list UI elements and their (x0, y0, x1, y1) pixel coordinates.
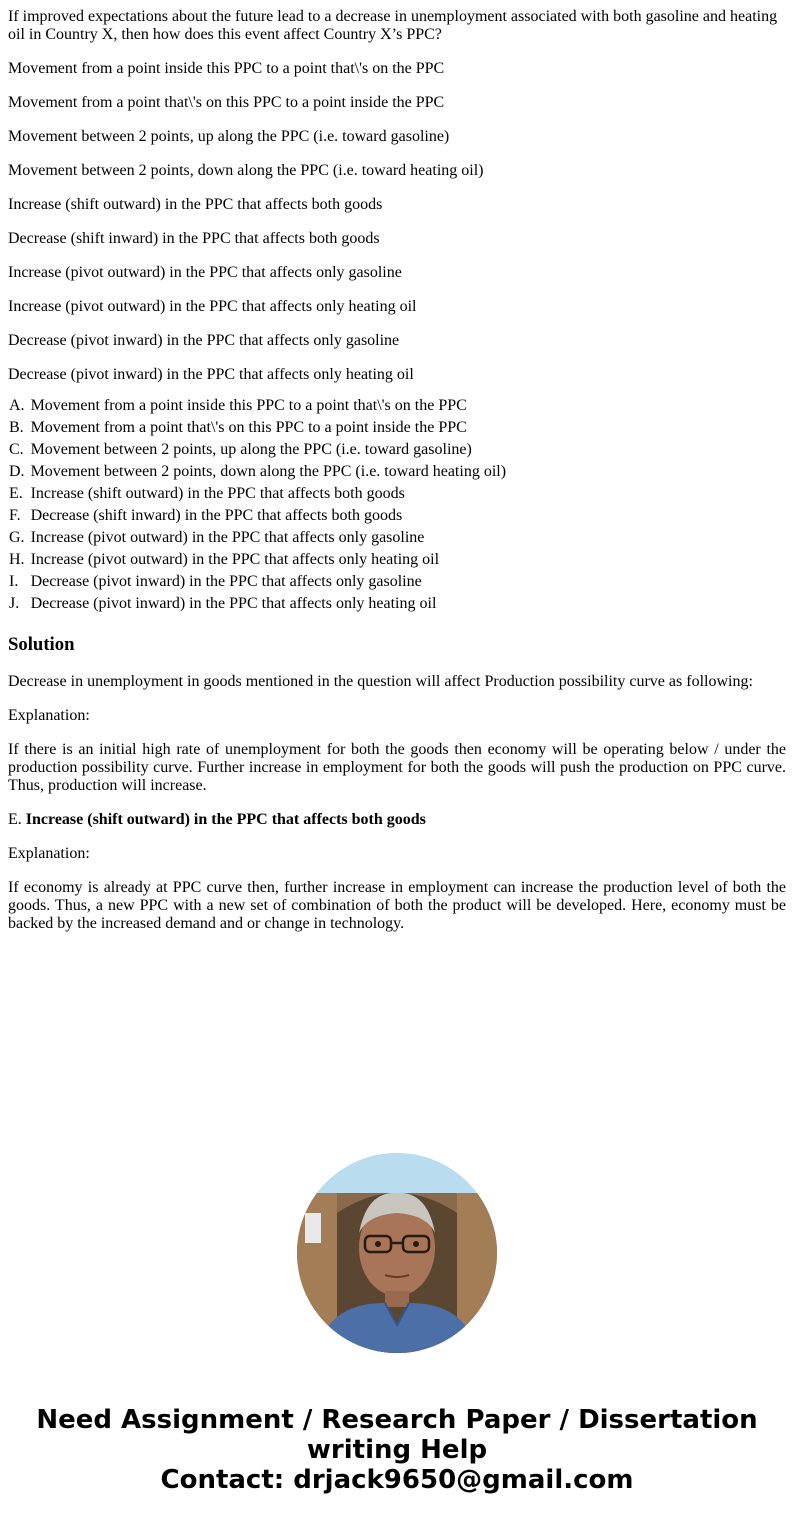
author-photo-illustration (297, 1153, 497, 1353)
explanation-label: Explanation: (8, 707, 90, 724)
option-row (8, 440, 507, 460)
plain-option: Decrease (pivot inward) in the PPC that affects only gasoline (8, 332, 400, 349)
plain-option: Decrease (shift inward) in the PPC that affects both goods (8, 230, 380, 247)
option-letter: H. (9, 551, 25, 568)
plain-options-list (8, 60, 786, 384)
option-letter: J. (9, 595, 20, 612)
solution-heading: Solution (8, 634, 75, 655)
option-row (8, 572, 507, 592)
option-letter: G. (9, 529, 25, 546)
option-text: Decrease (pivot inward) in the PPC that affects only gasoline (30, 573, 422, 590)
option-text: Increase (pivot outward) in the PPC that affects only heating oil (30, 551, 440, 568)
plain-option: Movement between 2 points, down along the PPC (i.e. toward heating oil) (8, 162, 484, 179)
contact-email: Contact: drjack9650@gmail.com (160, 1465, 634, 1495)
option-row (8, 462, 507, 482)
option-text: Movement between 2 points, down along the PPC (i.e. toward heating oil) (30, 463, 507, 480)
option-row (8, 396, 507, 416)
option-row (8, 594, 507, 614)
option-row (8, 528, 507, 548)
author-photo (297, 1153, 497, 1353)
option-letter: F. (9, 507, 21, 524)
banner-line: writing Help (306, 1435, 488, 1465)
option-text: Decrease (pivot inward) in the PPC that affects only heating oil (30, 595, 437, 612)
option-text: Increase (shift outward) in the PPC that affects both goods (30, 485, 405, 502)
plain-option: Movement between 2 points, up along the PPC (i.e. toward gasoline) (8, 128, 450, 145)
plain-option: Movement from a point that\'s on this PPC to a point inside the PPC (8, 94, 445, 111)
explanation-paragraph: If there is an initial high rate of unemployment for both the goods then economy will be operating below / under the production possibility curve. Further increase in employment for both the goods will push the production on PPC curve. Thus, production will increase. (8, 741, 786, 794)
option-letter: I. (9, 573, 19, 590)
banner-line: Need Assignment / Research Paper / Dissertation (36, 1405, 758, 1435)
option-letter: B. (9, 419, 24, 436)
document-body (8, 8, 786, 949)
contact-banner (0, 1405, 794, 1495)
option-row (8, 418, 507, 438)
plain-option: Increase (pivot outward) in the PPC that affects only heating oil (8, 298, 417, 315)
option-text: Movement from a point that\'s on this PPC to a point inside the PPC (30, 419, 467, 436)
option-row (8, 506, 507, 526)
answer-text: Increase (shift outward) in the PPC that affects both goods (25, 811, 426, 828)
option-text: Movement between 2 points, up along the PPC (i.e. toward gasoline) (30, 441, 472, 458)
explanation-label: Explanation: (8, 845, 90, 862)
plain-option: Movement from a point inside this PPC to a point that\'s on the PPC (8, 60, 445, 77)
answer-letter: E. (8, 811, 22, 828)
solution-intro: Decrease in unemployment in goods mentioned in the question will affect Production possibility curve as following: (8, 673, 753, 690)
option-text: Movement from a point inside this PPC to a point that\'s on the PPC (30, 397, 467, 414)
option-letter: E. (9, 485, 23, 502)
plain-option: Increase (pivot outward) in the PPC that affects only gasoline (8, 264, 402, 281)
option-letter: C. (9, 441, 24, 458)
explanation-paragraph: If economy is already at PPC curve then, further increase in employment can increase the production level of both the goods. Thus, a new PPC with a new set of combination of both the product will be developed. Here, economy must be backed by the increased demand and or change in technology. (8, 879, 786, 932)
option-row (8, 484, 507, 504)
answer-line (8, 811, 786, 829)
option-letter: A. (9, 397, 25, 414)
options-table (6, 394, 509, 616)
option-text: Increase (pivot outward) in the PPC that affects only gasoline (30, 529, 425, 546)
plain-option: Increase (shift outward) in the PPC that affects both goods (8, 196, 383, 213)
option-row (8, 550, 507, 570)
plain-option: Decrease (pivot inward) in the PPC that affects only heating oil (8, 366, 414, 383)
option-text: Decrease (shift inward) in the PPC that affects both goods (30, 507, 403, 524)
option-letter: D. (9, 463, 25, 480)
question-text: If improved expectations about the future lead to a decrease in unemployment associated with both gasoline and heating oil in Country X, then how does this event affect Country X’s PPC? (8, 8, 778, 43)
